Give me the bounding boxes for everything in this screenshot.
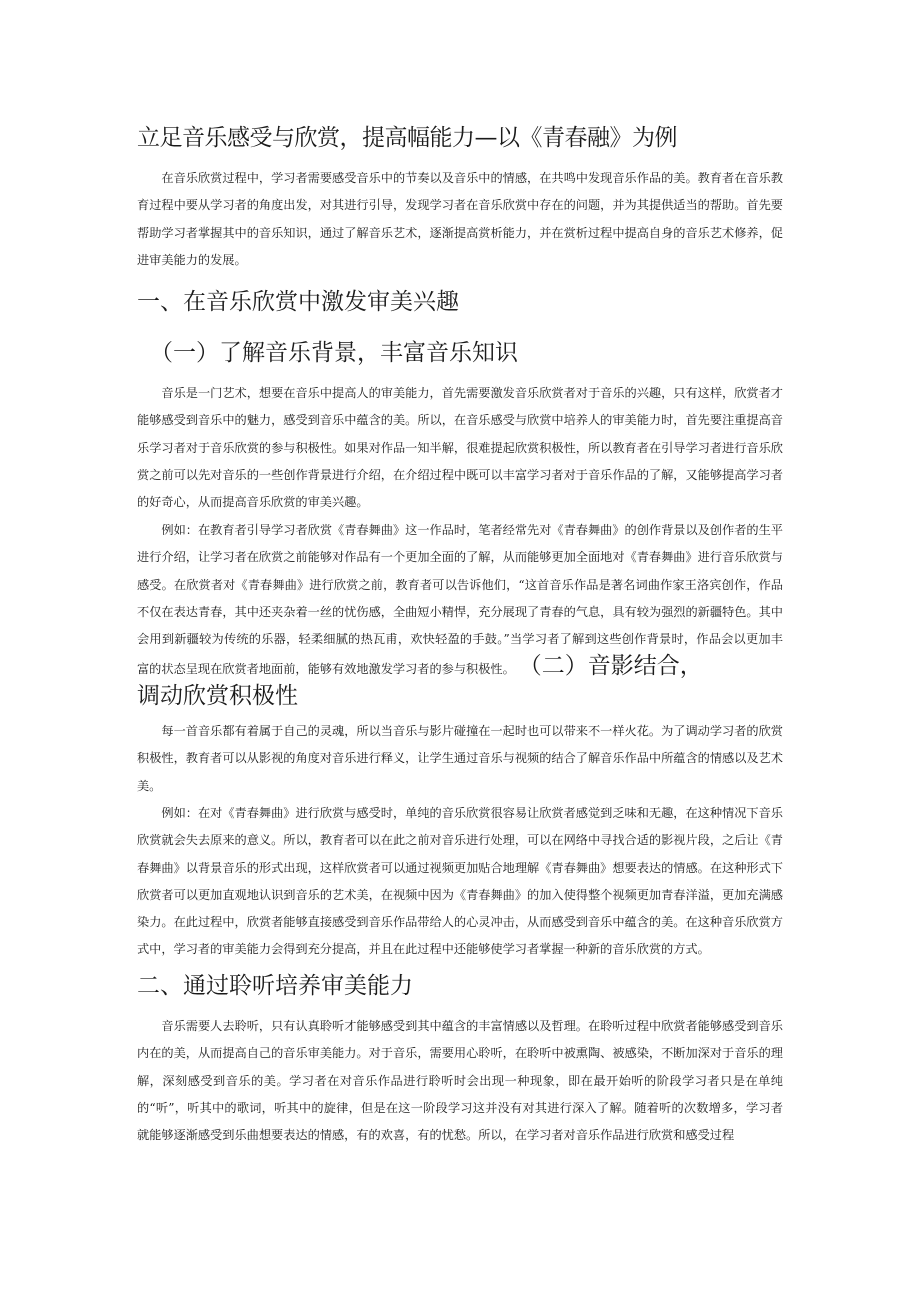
- section1-sub1-paragraph-2-text: 例如：在教育者引导学习者欣赏《青春舞曲》这一作品时，笔者经常先对《青春舞曲》的创作背景以及创作者的生平进行介绍，让学习者在欣赏之前能够对作品有一个更加全面的了解，从而能够更加全面地对《青春舞曲》进行音乐欣赏与感受。在欣赏者对《青春舞曲》进行欣赏之前，教育者可以告诉他们，“这首音乐作品是著名词曲作家王洛宾创作，作品不仅在表达青春，其中还夹杂着一丝的忧伤感，全曲短小精悍，充分展现了青春的气息，具有较为强烈的新疆特色。其中会用到新疆较为传统的乐器，轻柔细腻的热瓦甫，欢快轻盈的手鼓。”当学习者了解到这些创作背景时，作品会以更加丰富的状态呈现在欣赏者地面前，能够有效地激发学习者的参与积极性。: [137, 523, 783, 677]
- section1-sub2-paragraph-2: 例如：在对《青春舞曲》进行欣赏与感受时，单纯的音乐欣赏很容易让欣赏者感觉到乏味和无趣，在这种情况下音乐欣赏就会失去原来的意义。所以，教育者可以在此之前对音乐进行处理，可以在网络中寻找合适的影视片段，之后让《青春舞曲》以背景音乐的形式出现，这样欣赏者可以通过视频更加贴合地理解《青春舞曲》想要表达的情感。在这种形式下欣赏者可以更加直观地认识到音乐的艺术美，在视频中因为《青春舞曲》的加入使得整个视频更加青春洋溢，更加充满感染力。在此过程中，欣赏者能够直接感受到音乐作品带给人的心灵冲击，从而感受到音乐中蕴含的美。在这种音乐欣赏方式中，学习者的审美能力会得到充分提高，并且在此过程中还能够使学习者掌握一种新的音乐欣赏的方式。: [137, 806, 783, 957]
- section1-sub1-heading: （一）了解音乐背景，丰富音乐知识: [150, 340, 518, 366]
- section2-heading: 二、通过聆听培养审美能力: [137, 973, 413, 999]
- section1-sub1-paragraph-2: [137, 517, 783, 684]
- section1-sub2-heading-part2: 调动欣赏积极性: [137, 683, 298, 709]
- section2-paragraph-1: 音乐需要人去聆听，只有认真聆听才能够感受到其中蕴含的丰富情感以及哲理。在聆听过程中欣赏者能够感受到音乐内在的美，从而提高自己的音乐审美能力。对于音乐，需要用心聆听，在聆听中被熏陶、被感染，不断加深对于音乐的理解，深刻感受到音乐的美。学习者在对音乐作品进行聆听时会出现一种现象，即在最开始听的阶段学习者只是在单纯的“听”，听其中的歌词，听其中的旋律，但是在这一阶段学习这并没有对其进行深入了解。随着听的次数增多，学习者就能够逐渐感受到乐曲想要表达的情感，有的欢喜，有的忧愁。所以，在学习者对音乐作品进行欣赏和感受过程: [137, 1019, 783, 1143]
- section1-sub2-heading-part1: （二）音影结合，: [518, 653, 703, 680]
- section1-sub2-paragraph-1: 每一首音乐都有着属于自己的灵魂，所以当音乐与影片碰撞在一起时也可以带来不一样火花。为了调动学习者的欣赏积极性，教育者可以从影视的角度对音乐进行释义，让学生通过音乐与视频的结合了解音乐作品中所蕴含的情感以及艺术美。: [137, 724, 783, 793]
- section1-sub1-paragraph-1: 音乐是一门艺术，想要在音乐中提高人的审美能力，首先需要激发音乐欣赏者对于音乐的兴趣，只有这样，欣赏者才能够感受到音乐中的魅力，感受到音乐中蕴含的美。所以，在音乐感受与欣赏中培养人的审美能力时，首先要注重提高音乐学习者对于音乐欣赏的参与积极性。如果对作品一知半解，很难提起欣赏积极性，所以教育者在引导学习者进行音乐欣赏之前可以先对音乐的一些创作背景进行介绍，在介绍过程中既可以丰富学习者对于音乐作品的了解，又能够提高学习者的好奇心，从而提高音乐欣赏的审美兴趣。: [137, 386, 783, 510]
- document-title: 立足音乐感受与欣赏，提高幅能力—以《青春融》为例: [137, 125, 677, 151]
- intro-paragraph: 在音乐欣赏过程中，学习者需要感受音乐中的节奏以及音乐中的情感，在共鸣中发现音乐作品的美。教育者在音乐教育过程中要从学习者的角度出发，对其进行引导，发现学习者在音乐欣赏中存在的问题，并为其提供适当的帮助。首先要帮助学习者掌握其中的音乐知识，通过了解音乐艺术，逐渐提高赏析能力，并在赏析过程中提高自身的音乐艺术修养，促进审美能力的发展。: [137, 171, 783, 267]
- section1-heading: 一、在音乐欣赏中激发审美兴趣: [137, 289, 459, 315]
